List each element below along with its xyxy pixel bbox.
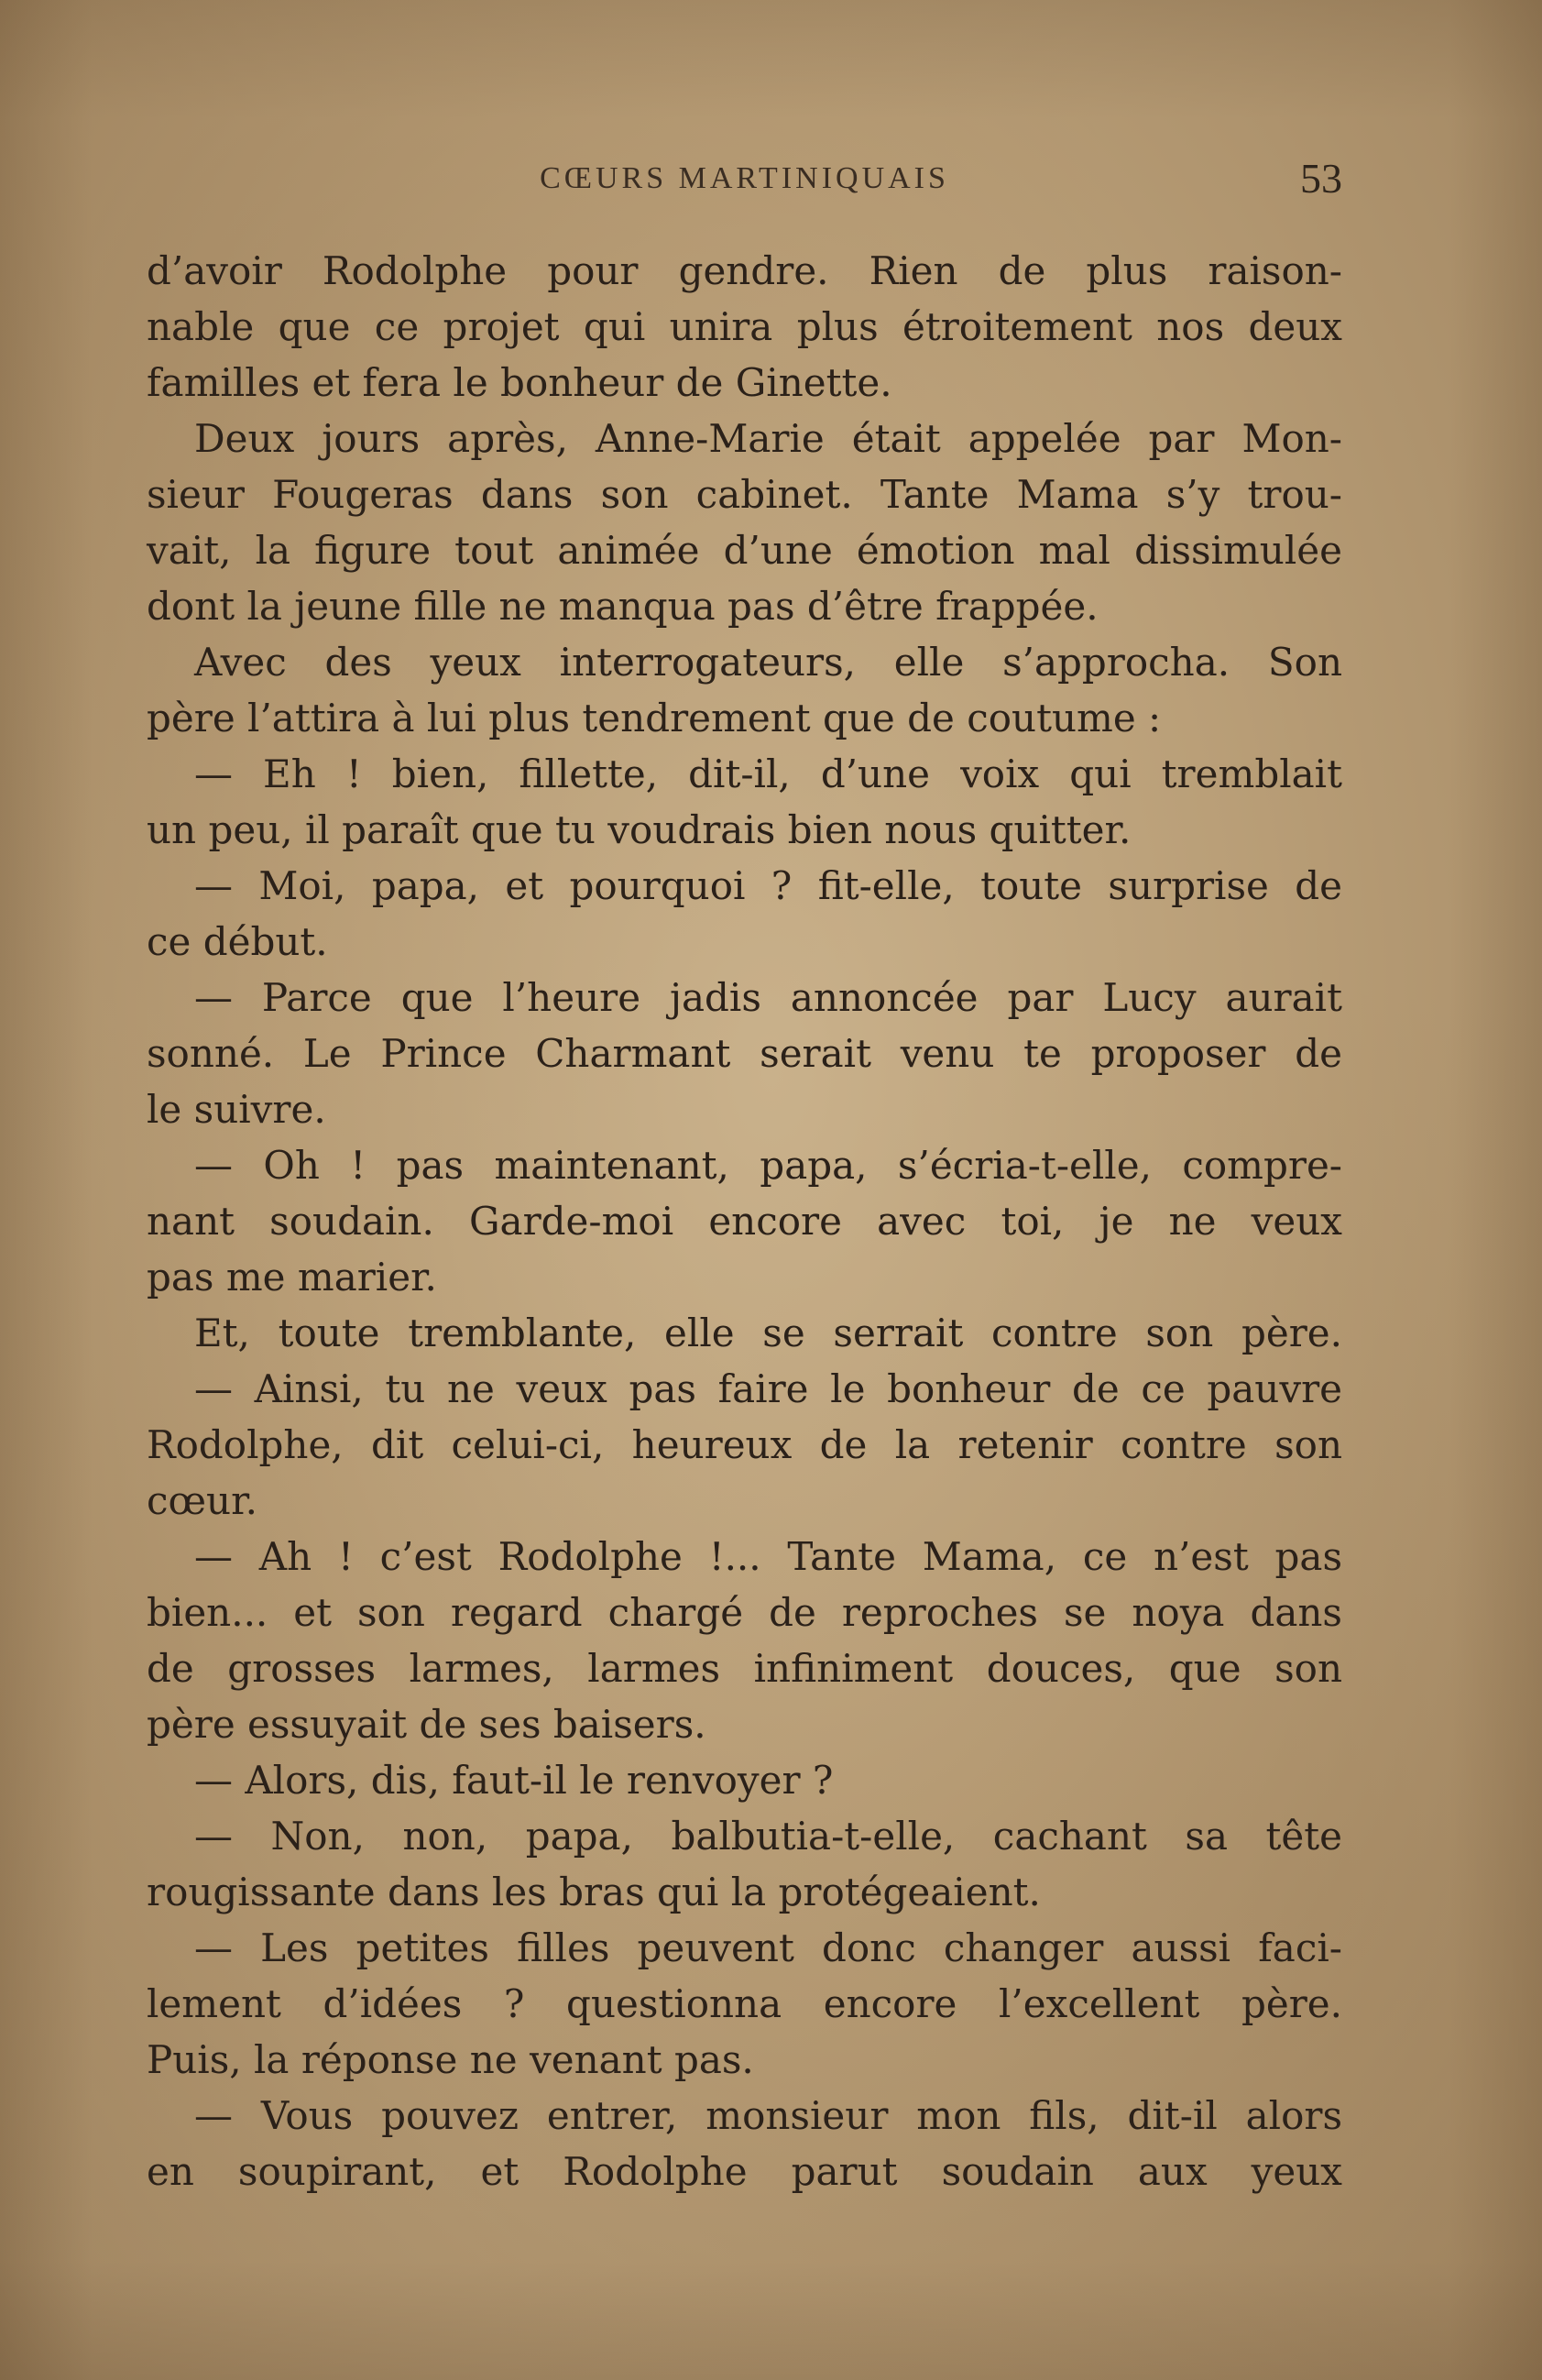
text-line: vait, la figure tout animée d’une émotion mal dissimulée [147,528,1342,573]
text-line: de grosses larmes, larmes infiniment douces, que son [147,1646,1342,1691]
text-line: — Vous pouvez entrer, monsieur mon fils, dit-il alors [194,2093,1342,2138]
text-line: père essuyait de ses baisers. [147,1702,706,1747]
text-line: — Eh ! bien, fillette, dit-il, d’une voix qui tremblait [194,751,1342,796]
text-line: sonné. Le Prince Charmant serait venu te proposer de [147,1031,1342,1076]
running-title: CŒURS MARTINIQUAIS [540,161,949,195]
text-line: bien... et son regard chargé de reproches se noya dans [147,1590,1342,1635]
running-head [147,154,1342,209]
text-line: lement d’idées ? questionna encore l’excellent père. [147,1981,1342,2026]
text-line: d’avoir Rodolphe pour gendre. Rien de plus raison- [147,248,1342,293]
text-line: — Oh ! pas maintenant, papa, s’écria-t-elle, compre- [194,1143,1342,1188]
text-line: pas me marier. [147,1255,437,1300]
text-line: — Ah ! c’est Rodolphe !... Tante Mama, ce n’est pas [194,1534,1342,1579]
text-line: — Ainsi, tu ne veux pas faire le bonheur de ce pauvre [194,1366,1342,1411]
text-line: père l’attira à lui plus tendrement que de coutume : [147,696,1162,740]
text-line: Avec des yeux interrogateurs, elle s’approcha. Son [194,640,1342,685]
text-line: un peu, il paraît que tu voudrais bien nous quitter. [147,807,1132,852]
text-line: — Les petites filles peuvent donc changer aussi faci- [194,1925,1342,1970]
text-line: Rodolphe, dit celui-ci, heureux de la retenir contre son [147,1422,1342,1467]
text-line: nable que ce projet qui unira plus étroitement nos deux [147,304,1342,349]
text-line: nant soudain. Garde-moi encore avec toi, je ne veux [147,1199,1342,1244]
text-line: — Moi, papa, et pourquoi ? fit-elle, toute surprise de [194,863,1342,908]
text-line: rougissante dans les bras qui la protégeaient. [147,1870,1041,1914]
text-line: — Parce que l’heure jadis annoncée par Lucy aurait [194,975,1342,1020]
text-line: — Non, non, papa, balbutia-t-elle, cachant sa tête [194,1814,1342,1859]
text-line: Puis, la réponse ne venant pas. [147,2037,754,2082]
page-number: 53 [1300,155,1342,202]
text-line: cœur. [147,1478,257,1523]
text-line: dont la jeune fille ne manqua pas d’être frappée. [147,584,1099,629]
text-line: Et, toute tremblante, elle se serrait contre son père. [194,1311,1342,1355]
text-line: en soupirant, et Rodolphe parut soudain aux yeux [147,2149,1342,2194]
body-text [147,243,1342,2199]
text-line: familles et fera le bonheur de Ginette. [147,360,892,405]
text-line: — Alors, dis, faut-il le renvoyer ? [194,1758,834,1803]
text-line: Deux jours après, Anne-Marie était appelée par Mon- [194,416,1342,461]
text-line: le suivre. [147,1087,326,1132]
text-line: sieur Fougeras dans son cabinet. Tante Mama s’y trou- [147,472,1342,517]
text-line: ce début. [147,919,328,964]
